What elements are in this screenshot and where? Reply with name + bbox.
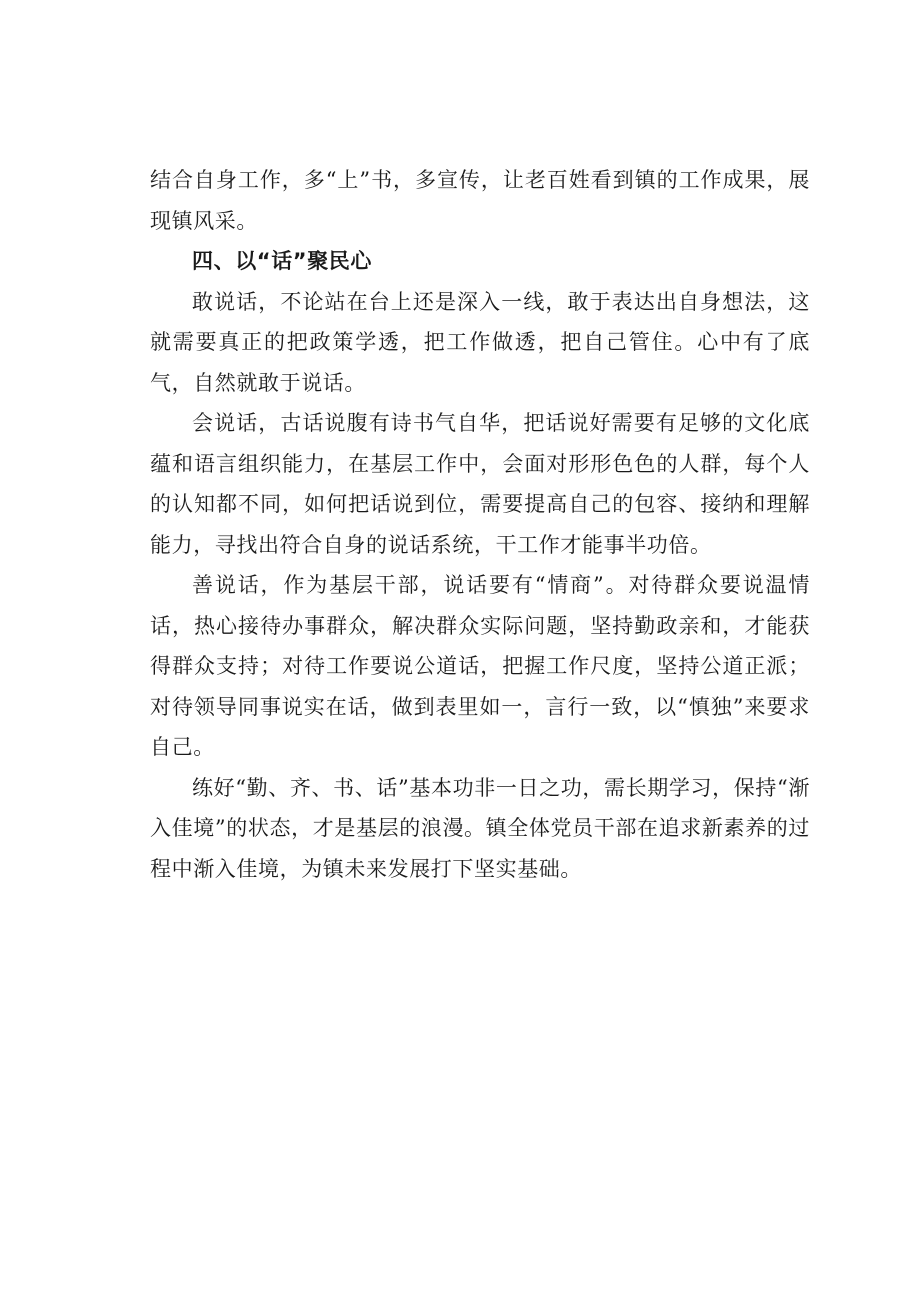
paragraph-good-at-speaking: 善说话，作为基层干部，说话要有“情商”。对待群众要说温情话，热心接待办事群众，解决群众实际问题，坚持勤政亲和，才能获得群众支持；对待工作要说公道话，把握工作尺度，坚持公道正派；对待领导同事说实在话，做到表里如一，言行一致，以“慎独”来要求自己。 (150, 573, 810, 759)
document-body (150, 160, 810, 889)
section-heading: 四、以“话”聚民心 (192, 249, 373, 273)
paragraph-continued: 结合自身工作，多“上”书，多宣传，让老百姓看到镇的工作成果，展现镇风采。 (150, 168, 810, 233)
paragraph-dare-to-speak: 敢说话，不论站在台上还是深入一线，敢于表达出自身想法，这就需要真正的把政策学透，把工作做透，把自己管住。心中有了底气，自然就敢于说话。 (150, 289, 810, 395)
paragraph-able-to-speak: 会说话，古话说腹有诗书气自华，把话说好需要有足够的文化底蕴和语言组织能力，在基层工作中，会面对形形色色的人群，每个人的认知都不同，如何把话说到位，需要提高自己的包容、接纳和理解能力，寻找出符合自身的说话系统，干工作才能事半功倍。 (150, 411, 810, 557)
paragraph-conclusion: 练好“勤、齐、书、话”基本功非一日之功，需长期学习，保持“渐入佳境”的状态，才是基层的浪漫。镇全体党员干部在追求新素养的过程中渐入佳境，为镇未来发展打下坚实基础。 (150, 775, 810, 881)
